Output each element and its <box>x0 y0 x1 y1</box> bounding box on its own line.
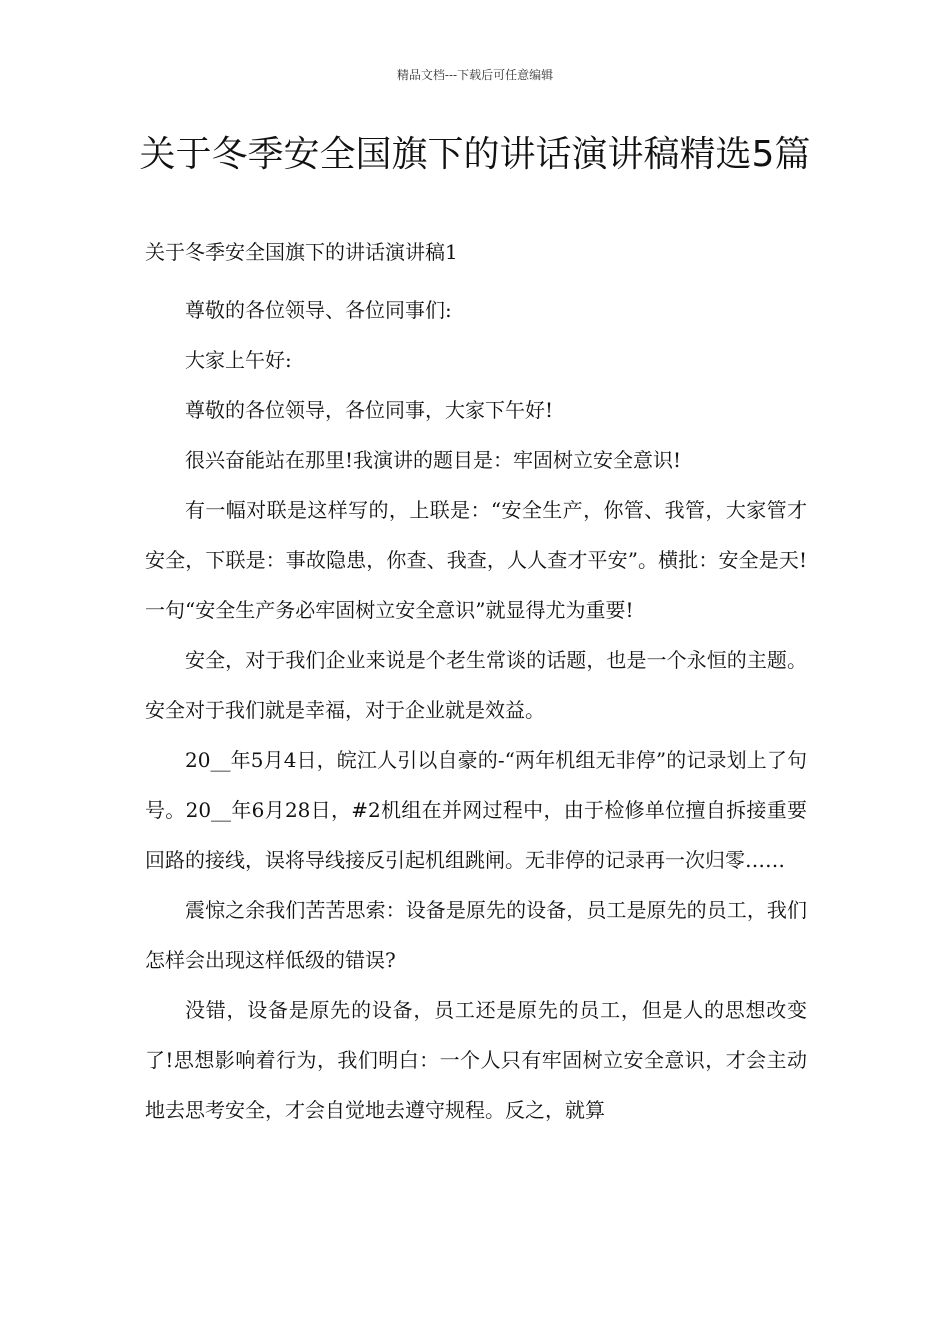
paragraph: 安全，对于我们企业来说是个老生常谈的话题，也是一个永恒的主题。安全对于我们就是幸福，对于企业就是效益。 <box>145 648 807 722</box>
header-note: 精品文档---下载后可任意编辑 <box>396 68 554 82</box>
document-title: 关于冬季安全国旗下的讲话演讲稿精选5篇 <box>139 134 811 175</box>
paragraph: 震惊之余我们苦苦思索：设备是原先的设备，员工是原先的员工，我们怎样会出现这样低级的错误? <box>145 898 807 972</box>
paragraph: 大家上午好: <box>185 348 292 372</box>
paragraph: 尊敬的各位领导，各位同事，大家下午好! <box>185 398 554 422</box>
paragraph: 尊敬的各位领导、各位同事们: <box>185 298 452 322</box>
paragraph: 有一幅对联是这样写的，上联是：“安全生产，你管、我管，大家管才安全，下联是：事故隐患，你查、我查，人人查才平安”。横批：安全是天!一句“安全生产务必牢固树立安全意识”就显得尤为重要! <box>145 498 807 622</box>
document-body <box>145 285 807 1135</box>
paragraph: 很兴奋能站在那里!我演讲的题目是：牢固树立安全意识! <box>185 448 682 472</box>
section-title: 关于冬季安全国旗下的讲话演讲稿1 <box>145 240 458 264</box>
paragraph: 20__年5月4日，皖江人引以自豪的-“两年机组无非停”的记录划上了句号。20__年6月28日，#2机组在并网过程中，由于检修单位擅自拆接重要回路的接线，误将导线接反引起机组跳闸。无非停的记录再一次归零…… <box>145 748 807 872</box>
paragraph: 没错，设备是原先的设备，员工还是原先的员工，但是人的思想改变了!思想影响着行为，我们明白：一个人只有牢固树立安全意识，才会主动地去思考安全，才会自觉地去遵守规程。反之，就算 <box>145 998 807 1122</box>
